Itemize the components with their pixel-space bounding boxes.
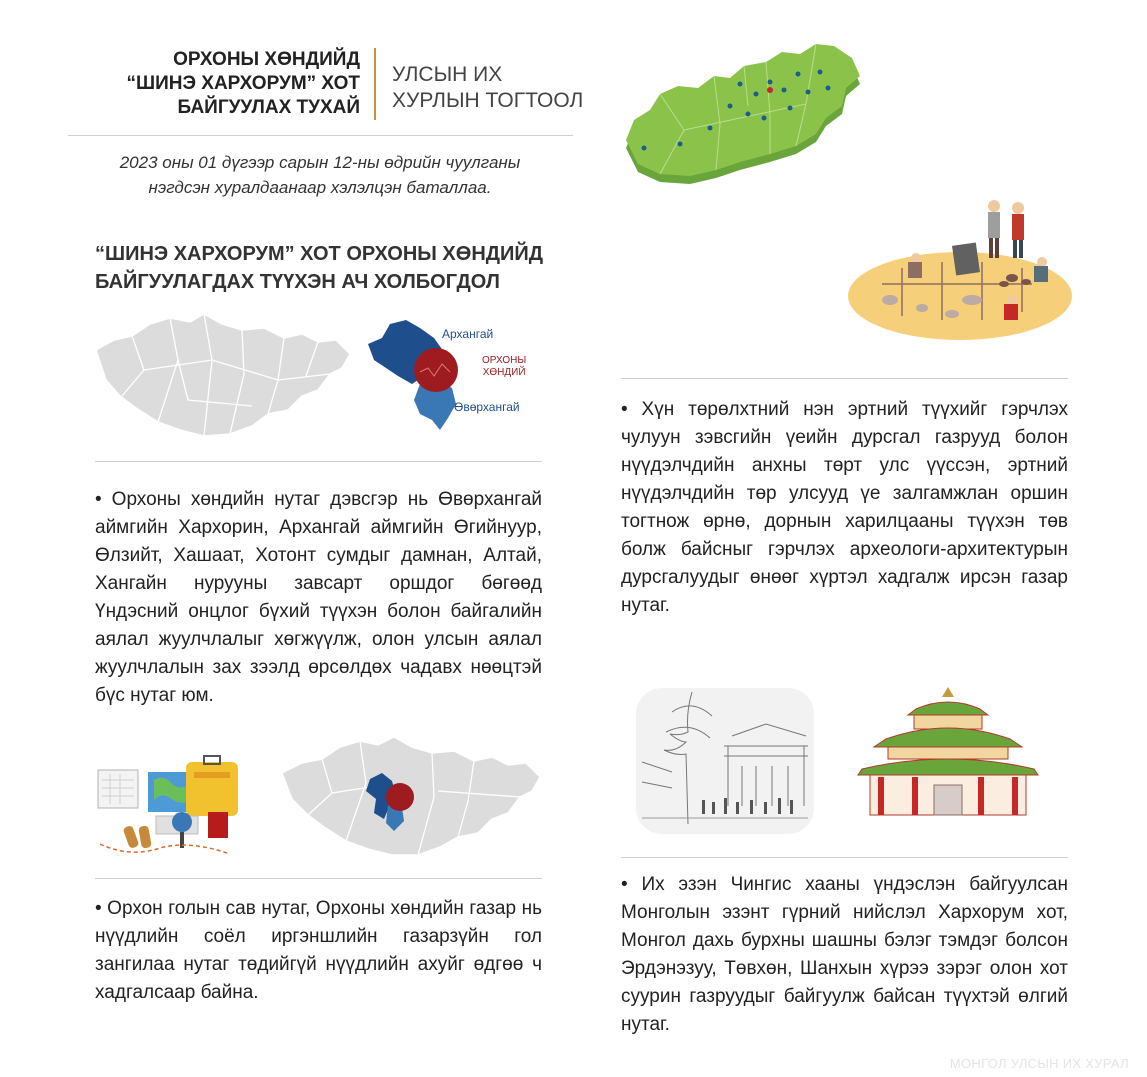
arkhangai-label: Архангай	[442, 327, 494, 341]
paragraph-ancient-history: • Хүн төрөлхтний нэн эртний түүхийг гэрчлэх чулуун зэвсгийн үеийн дурсгал газрууд болон нүүдэлчдийн анхны төрт улс үүссэн, эртний нүүдэлчдийн төр улсууд үе залгамжлан оршин тогтнож өрнө, дорнын харилцааны түүхэн төв болж байсныг гэрчлэх археологи-архитектурын дурсгалуудыг өнөөг хүртэл хадгалж ирсэн газар нутаг.	[621, 399, 1068, 616]
section-title	[95, 240, 565, 296]
watermark: МОНГОЛ УЛСЫН ИХ ХУРАЛ	[949, 1056, 1129, 1071]
type-line-1: УЛСЫН ИХ	[392, 63, 503, 86]
karakorum-engraving-icon	[632, 682, 818, 838]
title-line-1: ОРХОНЫ ХӨНДИЙД	[173, 49, 360, 70]
orkhon-label-line-1: ОРХОНЫ	[482, 355, 527, 366]
paragraph-chinggis-khaan: • Их эзэн Чингис хааны үндэслэн байгуулсан Монголын эзэнт гүрний нийслэл Хархорум хот, Монгол дахь бурхны шашны бэлэг тэмдэг болсон Эрдэнэзуу, Төвхөн, Шанхын хүрээ зэрэг олон хот суурин газруудыг байгуулж байсан түүхтэй өлгий нутаг.	[621, 874, 1068, 1035]
paragraph-orkhon-river: • Орхон голын сав нутаг, Орхоны хөндийн газар нь нүүдлийн соёл иргэншлийн газарзүйн гол зангилаа нутаг төдийгүй нүүдлийн ахуйг өдгөө ч хадгалсаар байна.	[95, 898, 542, 1003]
type-line-2: ХУРЛЫН ТОГТООЛ	[392, 89, 584, 112]
orkhon-valley-label	[482, 355, 526, 379]
green-aimag-map-icon	[620, 44, 880, 194]
title-line-2: “ШИНЭ ХАРХОРУМ” ХОТ	[126, 73, 360, 94]
document-title	[70, 48, 360, 120]
title-line-3: БАЙГУУЛАХ ТУХАЙ	[177, 97, 360, 118]
mongolia-map-icon	[92, 310, 354, 440]
header-rule	[68, 135, 573, 136]
adoption-subtitle	[70, 150, 570, 200]
paragraph-orkhon-territory: • Орхоны хөндийн нутаг дэвсгэр нь Өвөрхангай аймгийн Хархорин, Архангай аймгийн Өгийнуур, Өлзийт, Хашаат, Хотонт сумдыг дамнан, Алтай, Хангайн нурууны завсарт оршдог бөгөөд Үндэсний онцлог бүхий түүхэн болон байгалийн аялал жуулчлалыг хөгжүүлж, олон улсын аялал жуулчлалын зах зээлд өрсөлдөх чадавх нөөцтэй бүс нутаг юм.	[95, 489, 542, 706]
mongolia-region-map-icon	[278, 735, 544, 857]
rule-2	[95, 878, 542, 879]
orkhon-label-line-2: ХӨНДИЙ	[482, 367, 526, 378]
document-type	[392, 62, 583, 114]
rule-1	[95, 461, 542, 462]
travel-illustration-icon	[96, 752, 246, 862]
subtitle-line-2: нэгдсэн хуралдаанаар хэлэлцэн баталлаа.	[148, 178, 492, 197]
uvurkhangai-label: Өвөрхангай	[454, 400, 520, 414]
section-title-line-2: БАЙГУУЛАГДАХ ТҮҮХЭН АЧ ХОЛБОГДОЛ	[95, 271, 500, 293]
subtitle-line-1: 2023 оны 01 дүгээр сарын 12-ны өдрийн чуулганы	[119, 153, 521, 172]
temple-illustration-icon	[856, 685, 1040, 823]
rule-3	[621, 378, 1068, 379]
archaeology-illustration-icon	[842, 196, 1074, 341]
header-divider	[374, 48, 376, 120]
rule-4	[621, 857, 1068, 858]
section-title-line-1: “ШИНЭ ХАРХОРУМ” ХОТ ОРХОНЫ ХӨНДИЙД	[95, 243, 544, 265]
